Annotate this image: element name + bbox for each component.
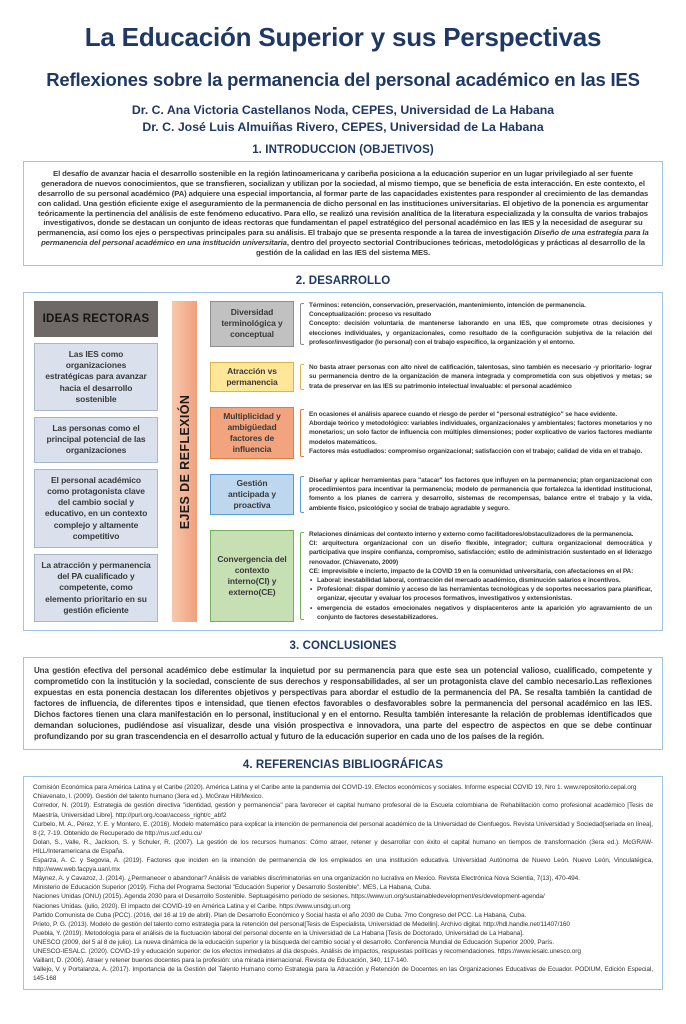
eje-text-multiplicidad [309, 410, 652, 456]
eje-bullet: • Laboral: inestabilidad laboral, contracción del mercado académico, disminución salarios e incentivos. [309, 576, 652, 585]
introduction-text-post: , dentro del proyecto sectorial Contribuciones teóricas, metodológicas y prácticas al desarrollo de la gestión de la calidad en las IES del sistema MES. [255, 238, 645, 258]
reference-item: Ministerio de Educación Superior (2019). Ficha del Programa Sectorial "Educación Superior y Desarrollo Sostenible". MES, La Habana, Cuba. [33, 884, 432, 892]
ideas-rectoras-column [34, 301, 158, 622]
eje-bullets [309, 576, 652, 622]
reference-item: Puebla, Y. (2019). Metodología para el análisis de la fluctuación laboral del personal docente en la Universidad de La Habana [Tesis de Doctorado, Universidad de La Habana]. [33, 929, 524, 937]
reference-item: UNESCO-IESALC. (2020). COVID-19 y educación superior: de los efectos inmediatos al día después. Análisis de impactos, respuestas políticas y recomendaciones. https://www.iesalc.unesco.org [33, 947, 581, 955]
ideas-rectoras-header: IDEAS RECTORAS [34, 301, 158, 337]
poster-subtitle: Reflexiones sobre la permanencia del personal académico en las IES [46, 69, 640, 90]
eje-connector [300, 303, 304, 345]
eje-label: Atracción vs permanencia [226, 365, 278, 387]
eje-label: Multiplicidad y ambigüedad factores de influencia [223, 410, 281, 454]
idea-box: El personal académico como protagonista clave del cambio social y educativo, en un contexto complejo y altamente competitivo [34, 469, 158, 548]
introduction-text-pre: El desafío de avanzar hacia el desarrollo sostenible en la región latinoamericana y caribeña posiciona a la educación superior en un lugar privilegiado al ser fuente generadora de nuevos conocimientos, que se transfieren, socializan y utilizan por la sociedad, al mismo tiempo, que se beneficia de esta interacción. En este contexto, el desarrollo de su personal académico (PA) adquiere una especial importancia, al formar parte de las capacidades existentes para responder al crecimiento de las demandas con calidad. Una gestión eficiente exige el aseguramiento de la permanencia de dicho personal en las instituciones universitarias. El objetivo de la ponencia es argumentar teóricamente la pertinencia del análisis de este fenómeno educativo. Para ello, se realizó una revisión analítica de la literatura especializada y la consulta de varios trabajos investigativos, donde se destacan un conjunto de ideas rectoras que fundamentan el papel estratégico del personal académico en las IES y la necesidad de asegurar su permanencia, así como los ejes o perspectivas principales para su análisis. El trabajo que se presenta responde a la tarea de investigación [37, 169, 649, 238]
poster-title: La Educación Superior y sus Perspectivas [84, 22, 602, 52]
eje-paragraph: No basta atraer personas con alto nivel de calificación, talentosas, sino también es necesario -y prioritario- lograr su permanencia dentro de la organización de manera integrada y comprometida con sus objetivos y metas; se trata de preservar en las IES su patrimonio intelectual invaluable: el personal académico [309, 364, 652, 390]
eje-paragraph: Términos: retención, conservación, preservación, mantenimiento, intención de permanencia. [309, 301, 586, 309]
ideas-rectoras-list [34, 337, 158, 622]
reference-item: Prieto, P. G. (2013). Modelo de gestión del talento como estrategia para la retención del personal[Tesis de Especialista, Universidad de Medellin]. Archivo digital. http://hdl.handle.net/11407/160 [33, 920, 570, 928]
eje-row-gestion [210, 474, 652, 515]
author-lines [0, 102, 686, 135]
eje-paragraph: Abordaje teórico y metodológico: variables individuales, organizacionales y ambientales; factores monetarios y no monetarios; un solo factor de influencia con múltiples dimensiones; poder explicativo de varios factores mediante modelos matemáticos. [309, 420, 652, 446]
reference-item: Naciones Unidas (ONU) (2015). Agenda 2030 para el Desarrollo Sostenible. Septuagésimo período de sesiones. https://www.un.org/sustainabledevelopment/es/development-agenda/ [33, 893, 545, 901]
reference-item: Curbelo, M. A., Pérez, Y. E. y Montero, E. (2016). Modelo matemático para explicar la intención de permanencia del personal académico de la Universidad de Cienfuegos. Revista Universidad y Sociedad[seriada en línea], 8 (2, 7-19. Obtenido de Recuperado de http://rus.ucf.edu.cu/ [33, 820, 653, 837]
eje-label: Convergencia del contexto interno(CI) y externo(CE) [217, 553, 287, 598]
ejes-rows [210, 301, 652, 622]
conclusiones-text: Una gestión efectiva del personal académico debe estimular la inquietud por su permanencia para que este sea un potencial valioso, cualificado, competente y comprometido con la institución y la sociedad, consciente de sus derechos y responsabilidades, al ser un protagonista clave del cambio necesario.Las reflexiones expuestas en esta ponencia destacan los diferentes objetivos y perspectivas para abordar el estudio de la permanencia del PA. Se resalta también la cantidad de factores de influencia, de diferentes tipos e intensidad, que tienen efectos favorables o desfavorables sobre la permanencia del personal académico en las IES. Dichos factores tienen una clara manifestación en lo personal, institucional y en el entorno. Resulta también interesante la relación de problemas identificados que demandan soluciones, pudiéndose así visualizar, desde una visión prospectiva e innovadora, una parte del espectro de aspectos en que se debe continuar profundizando por su gran trascendencia en el desarrollo actual y futuro de la educación superior en cada uno de los países de la región. [34, 666, 652, 742]
reference-item: Corredor, N. (2019). Estrategia de gestión directiva "identidad, gestión y permanencia" para favorecer el capital humano profesoral de la Escuela colombiana de Rehabilitación como profesional académico [Tesis de Maestría, Universidad Libre]. http://purl.org./coar/access_right/c_abf2 [33, 802, 653, 819]
eje-box-convergencia [210, 530, 294, 622]
referencias-box [23, 776, 663, 990]
idea-box: Las personas como el principal potencial de las organizaciones [34, 417, 158, 463]
eje-connector [300, 409, 304, 457]
reference-item: UNESCO (2009, del 5 al 8 de julio). La nueva dinámica de la educación superior y la búsqueda del cambio social y el desarrollo. Conferencia Mundial de Educación Superior 2009, París. [33, 938, 554, 946]
desarrollo-panel [23, 292, 663, 631]
eje-row-diversidad [210, 301, 652, 347]
eje-bullet: • emergencia de estados emocionales negativos y displacenteros ante la aparición y/o agravamiento de un conjunto de factores desestabilizadores. [309, 604, 652, 622]
section-heading-introduction: 1. INTRODUCCION (OBJETIVOS) [252, 144, 434, 157]
ejes-axis-label: EJES DE REFLEXIÓN [177, 394, 192, 529]
ejes-axis-bar [172, 301, 197, 622]
eje-connector [300, 476, 304, 513]
reference-item: Comisión Económica para América Latina y el Caribe (2020). América Latina y el Caribe ante la pandemia del COVID-19. Efectos económicos y sociales. Informe especial COVID 19, Nro 1. www.repositorio.cepal.org [33, 784, 637, 792]
eje-paragraph: En ocasiones el análisis aparece cuando el riesgo de perder el "personal estratégico" se hace evidente. [309, 410, 618, 418]
eje-box-gestion [210, 474, 294, 515]
eje-bullet: • Profesional: dispar dominio y acceso de las herramientas tecnológicas y de soportes necesarios para planificar, organizar, ejecutar y evaluar los procesos formativos, investigativos y extensionistas. [309, 585, 652, 603]
idea-box: Las IES como organizaciones estratégicas para avanzar hacia el desarrollo sostenible [34, 343, 158, 411]
eje-text-convergencia [309, 530, 652, 622]
eje-paragraph: Conceptualización: proceso vs resultado [309, 311, 432, 319]
introduction-text [34, 169, 652, 258]
conclusiones-box [23, 657, 663, 750]
eje-box-atraccion [210, 362, 294, 392]
eje-row-multiplicidad [210, 407, 652, 459]
eje-paragraph: CE: imprevisible e incierto, impacto de la COVID 19 en la comunidad universitaria, con afectaciones en el PA: [309, 567, 634, 575]
eje-text-gestion [309, 476, 652, 513]
eje-text-atraccion [309, 363, 652, 391]
introduction-text-italic: Diseño de una estrategia para la permanencia del personal académico en una institución universitaria [41, 228, 649, 248]
referencias-list [33, 783, 653, 983]
eje-paragraph: Relaciones dinámicas del contexto interno y externo como facilitadores/obstaculizadores de la permanencia. [309, 530, 634, 538]
eje-paragraph: CI: arquitectura organizacional con un diseño flexible, integrador; cultura organizacional democrática y participativa que inspire confianza, compromiso, satisfacción; estilo de administración sustentado en el liderazgo renovador. (Chiavenato, 2009) [309, 540, 652, 566]
reference-item: Máynez, A. y Cavazoz, J. (2014). ¿Permanecer o abandonar? Análisis de variables discriminatorias en una organización no lucrativa en Mexico. Revista Electrónica Nova Scientia, 7(13), 470-494. [33, 875, 580, 883]
eje-paragraph: Diseñar y aplicar herramientas para "atacar" los factores que influyen en la permanencia; plan organizacional con procedimientos para incentivar la permanencia; modelo de permanencia que fortalezca la identidad institucional, fomento a los planes de carrera y desarrollo, sistemas de recompensas, balance entre el trabajo y la vida, ambiente físico, psicológico y social de trabajo agradable y seguro. [309, 477, 652, 512]
eje-paragraph: Concepto: decisión voluntaria de mantenerse laborando en una IES, que compromete otras decisiones y elecciones individuales, y organizacionales, como resultado de la configuración subjetiva de la relación del profesor/investigador (lo personal) con el trabajo específico, la organización y el entorno. [309, 320, 652, 346]
eje-paragraph: Factores más estudiados: compromiso organizacional; satisfacción con el trabajo; calidad de vida en el trabajo. [309, 447, 643, 455]
reference-item: Dolan, S., Valle, R., Jackson, S. y Schuler, R. (2007). La gestión de los recursos humanos: Cómo atraer, retener y desarrollar con éxito el capital humano en tiempos de transformación (3era ed.). McGRAW-HILL/Interamericana de España. [33, 838, 653, 855]
eje-paragraphs [309, 530, 652, 576]
reference-item: Partido Comunista de Cuba (PCC). (2016, del 16 al 19 de abril). Plan de Desarrollo Económico y Social hasta el año 2030 de Cuba. 7mo Congreso del PCC. La Habana, Cuba. [33, 911, 527, 919]
eje-label: Gestión anticipada y proactiva [228, 477, 276, 510]
author-line: Dr. C. Ana Victoria Castellanos Noda, CEPES, Universidad de La Habana [131, 103, 555, 117]
introduction-box [23, 161, 663, 266]
author-line: Dr. C. José Luis Almuiñas Rivero, CEPES, Universidad de La Habana [142, 119, 544, 134]
reference-item: Esparza, A. C. y Segovia, A. (2019). Factores que inciden en la intención de permanencia de los empleados en una institución educativa. Universidad Autónoma de Nuevo León. Nuevo León, Vinculatégica, http://www.web.facpya.uanl.mx [33, 857, 653, 874]
eje-text-diversidad [309, 301, 652, 347]
section-heading-referencias: 4. REFERENCIAS BIBLIOGRÁFICAS [242, 759, 444, 772]
eje-connector [300, 364, 304, 390]
eje-label: Diversidad terminológica y conceptual [221, 307, 283, 340]
reference-item: Chiavenato, I. (2009). Gestión del talento humano (3era ed.). McGraw Hill/Mexico. [33, 793, 264, 801]
reference-item: Vallejo, V. y Portalanza, A. (2017). Importancia de la Gestión del Talento Humano como Estrategia para la Atracción y Retención de Docentes en las Organizaciones Educativas de Ecuador. PODIUM, Edición Especial, 145-168 [33, 966, 653, 983]
eje-box-diversidad [210, 301, 294, 347]
eje-row-convergencia [210, 530, 652, 622]
eje-row-atraccion [210, 362, 652, 392]
eje-box-multiplicidad [210, 407, 294, 459]
idea-box: La atracción y permanencia del PA cualificado y competente, como elemento prioritario en su gestión eficiente [34, 554, 158, 622]
eje-connector [300, 532, 304, 620]
section-heading-desarrollo: 2. DESARROLLO [295, 274, 391, 287]
section-heading-conclusiones: 3. CONCLUSIONES [289, 640, 397, 653]
reference-item: Naciones Unidas. (julio, 2020). El impacto del COVID-19 en América Latina y el Caribe. https://www.unsdg.un.org [33, 902, 351, 910]
reference-item: Vaillant, D. (2006). Atraer y retener buenos docentes para la profesión: una mirada internacional. Revista de Educación, 340, 117-140. [33, 957, 409, 965]
